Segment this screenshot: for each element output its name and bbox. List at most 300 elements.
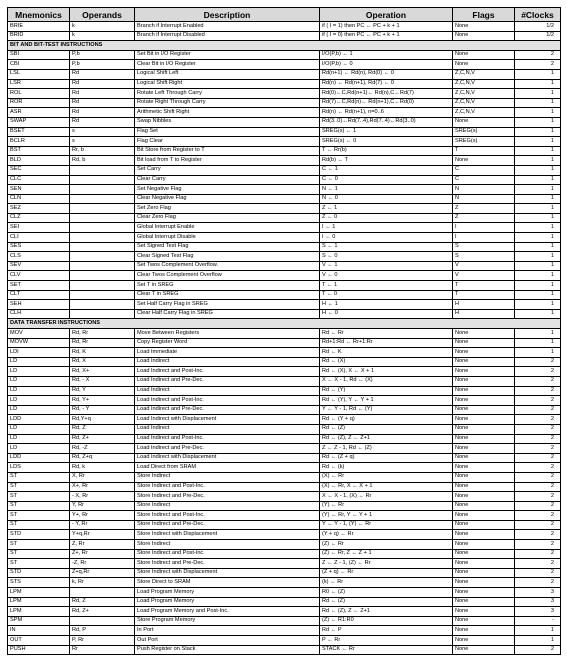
- operation-cell: I/O(P,b) ← 0: [320, 60, 453, 70]
- operands-cell: X, Rr: [70, 472, 135, 482]
- table-row: [8, 137, 561, 147]
- flags-cell: SREG(s): [453, 137, 515, 147]
- description-cell: Set Carry: [135, 165, 320, 175]
- operands-cell: s: [70, 137, 135, 147]
- description-cell: Load Indirect and Post-Inc.: [135, 396, 320, 406]
- table-row: [8, 69, 561, 79]
- operands-cell: [70, 261, 135, 271]
- flags-cell: N: [453, 185, 515, 195]
- mnemonic-cell: PUSH: [8, 645, 70, 655]
- mnemonic-cell: LD: [8, 386, 70, 396]
- clocks-cell: 2: [515, 549, 561, 559]
- operands-cell: Rd, - X: [70, 376, 135, 386]
- operation-cell: STACK ← Rr: [320, 645, 453, 655]
- clocks-cell: 1: [515, 242, 561, 252]
- operation-cell: S ← 1: [320, 242, 453, 252]
- clocks-cell: 1: [515, 271, 561, 281]
- mnemonic-cell: CLS: [8, 252, 70, 262]
- header-flags: Flags: [453, 8, 515, 22]
- description-cell: Store Indirect with Displacement: [135, 530, 320, 540]
- table-row: [8, 60, 561, 70]
- flags-cell: Z,C,N,V: [453, 98, 515, 108]
- flags-cell: None: [453, 549, 515, 559]
- clocks-cell: 1: [515, 156, 561, 166]
- operands-cell: [70, 309, 135, 319]
- operands-cell: - X, Rr: [70, 492, 135, 502]
- operands-cell: Rd, -Z: [70, 444, 135, 454]
- operation-cell: if ( I = 1) then PC ← PC + k + 1: [320, 22, 453, 32]
- section-header-row: [8, 319, 561, 329]
- mnemonic-cell: SES: [8, 242, 70, 252]
- flags-cell: None: [453, 50, 515, 60]
- flags-cell: None: [453, 60, 515, 70]
- table-row: [8, 578, 561, 588]
- operands-cell: [70, 271, 135, 281]
- clocks-cell: 1: [515, 89, 561, 99]
- operands-cell: -Z, Rr: [70, 559, 135, 569]
- mnemonic-cell: BRIE: [8, 22, 70, 32]
- table-row: [8, 281, 561, 291]
- operation-cell: N ← 0: [320, 194, 453, 204]
- table-row: [8, 511, 561, 521]
- clocks-cell: 1: [515, 204, 561, 214]
- mnemonic-cell: LD: [8, 376, 70, 386]
- operands-cell: X+, Rr: [70, 482, 135, 492]
- operation-cell: Rd ← Rr: [320, 329, 453, 339]
- clocks-cell: 2: [515, 424, 561, 434]
- clocks-cell: 1: [515, 127, 561, 137]
- operands-cell: [70, 165, 135, 175]
- table-row: [8, 309, 561, 319]
- clocks-cell: 2: [515, 453, 561, 463]
- clocks-cell: 1: [515, 79, 561, 89]
- operation-cell: (k) ← Rr: [320, 578, 453, 588]
- mnemonic-cell: LD: [8, 396, 70, 406]
- clocks-cell: 2: [515, 60, 561, 70]
- table-row: [8, 607, 561, 617]
- flags-cell: H: [453, 309, 515, 319]
- description-cell: Branch if Interrupt Enabled: [135, 22, 320, 32]
- description-cell: Logical Shift Left: [135, 69, 320, 79]
- table-row: [8, 645, 561, 655]
- operands-cell: k, Rr: [70, 578, 135, 588]
- mnemonic-cell: LD: [8, 367, 70, 377]
- description-cell: Set Zero Flag: [135, 204, 320, 214]
- flags-cell: None: [453, 156, 515, 166]
- clocks-cell: 1: [515, 137, 561, 147]
- operation-cell: Rd ← (Y): [320, 386, 453, 396]
- table-row: [8, 424, 561, 434]
- mnemonic-cell: SEN: [8, 185, 70, 195]
- mnemonic-cell: LD: [8, 444, 70, 454]
- operands-cell: [70, 588, 135, 598]
- section-title: BIT AND BIT-TEST INSTRUCTIONS: [8, 41, 561, 51]
- flags-cell: None: [453, 482, 515, 492]
- operation-cell: Rd+1:Rd ← Rr+1:Rr: [320, 338, 453, 348]
- description-cell: Flag Clear: [135, 137, 320, 147]
- flags-cell: H: [453, 300, 515, 310]
- operands-cell: Rd, Z+: [70, 434, 135, 444]
- operands-cell: Rd, P: [70, 626, 135, 636]
- header-operands: Operands: [70, 8, 135, 22]
- mnemonic-cell: CLZ: [8, 213, 70, 223]
- mnemonic-cell: LD: [8, 405, 70, 415]
- operands-cell: Rd, Z: [70, 424, 135, 434]
- clocks-cell: 1: [515, 281, 561, 291]
- clocks-cell: 2: [515, 444, 561, 454]
- clocks-cell: 1: [515, 98, 561, 108]
- table-row: [8, 348, 561, 358]
- mnemonic-cell: SBI: [8, 50, 70, 60]
- clocks-cell: 2: [515, 482, 561, 492]
- description-cell: Clear Bit in I/O Register: [135, 60, 320, 70]
- operands-cell: [70, 213, 135, 223]
- clocks-cell: 1/2: [515, 31, 561, 41]
- operands-cell: Rd: [70, 89, 135, 99]
- header-description: Description: [135, 8, 320, 22]
- table-row: [8, 626, 561, 636]
- clocks-cell: 2: [515, 568, 561, 578]
- description-cell: Rotate Right Through Carry: [135, 98, 320, 108]
- table-row: [8, 588, 561, 598]
- flags-cell: None: [453, 386, 515, 396]
- table-header: [8, 8, 561, 22]
- operation-cell: if ( I = 0) then PC ← PC + k + 1: [320, 31, 453, 41]
- operation-cell: C ← 1: [320, 165, 453, 175]
- table-row: [8, 338, 561, 348]
- clocks-cell: 2: [515, 415, 561, 425]
- table-row: [8, 520, 561, 530]
- flags-cell: None: [453, 348, 515, 358]
- clocks-cell: 1: [515, 185, 561, 195]
- table-row: [8, 501, 561, 511]
- clocks-cell: 1: [515, 348, 561, 358]
- mnemonic-cell: ASR: [8, 108, 70, 118]
- operation-cell: P ← Rr: [320, 636, 453, 646]
- operation-cell: Rd(3..0)←Rd(7..4),Rd(7..4)←Rd(3..0): [320, 117, 453, 127]
- flags-cell: None: [453, 463, 515, 473]
- mnemonic-cell: LD: [8, 424, 70, 434]
- operation-cell: R0 ← (Z): [320, 588, 453, 598]
- description-cell: Set Negative Flag: [135, 185, 320, 195]
- clocks-cell: 1: [515, 261, 561, 271]
- table-row: [8, 415, 561, 425]
- operands-cell: Rd, k: [70, 463, 135, 473]
- operation-cell: S ← 0: [320, 252, 453, 262]
- operation-cell: SREG(s) ← 1: [320, 127, 453, 137]
- flags-cell: None: [453, 415, 515, 425]
- flags-cell: V: [453, 261, 515, 271]
- flags-cell: None: [453, 31, 515, 41]
- operation-cell: I ← 0: [320, 233, 453, 243]
- operation-cell: Rd ← (Z): [320, 424, 453, 434]
- mnemonic-cell: CLH: [8, 309, 70, 319]
- operation-cell: (Z) ← Rr: [320, 540, 453, 550]
- description-cell: Clear Carry: [135, 175, 320, 185]
- description-cell: Clear T in SREG: [135, 290, 320, 300]
- mnemonic-cell: CLI: [8, 233, 70, 243]
- flags-cell: None: [453, 578, 515, 588]
- description-cell: Load Indirect: [135, 357, 320, 367]
- operation-cell: Rd(n+1) ← Rd(n), Rd(0) ← 0: [320, 69, 453, 79]
- mnemonic-cell: ST: [8, 482, 70, 492]
- mnemonic-cell: SPM: [8, 616, 70, 626]
- description-cell: Store Indirect: [135, 540, 320, 550]
- table-row: [8, 492, 561, 502]
- mnemonic-cell: ROL: [8, 89, 70, 99]
- mnemonic-cell: CLT: [8, 290, 70, 300]
- clocks-cell: 2: [515, 501, 561, 511]
- operands-cell: - Y, Rr: [70, 520, 135, 530]
- flags-cell: None: [453, 405, 515, 415]
- table-row: [8, 204, 561, 214]
- clocks-cell: 1: [515, 223, 561, 233]
- operands-cell: [70, 290, 135, 300]
- mnemonic-cell: ST: [8, 472, 70, 482]
- operands-cell: Rd, Rr: [70, 338, 135, 348]
- mnemonic-cell: SEC: [8, 165, 70, 175]
- clocks-cell: 2: [515, 559, 561, 569]
- flags-cell: None: [453, 520, 515, 530]
- flags-cell: None: [453, 444, 515, 454]
- mnemonic-cell: ST: [8, 511, 70, 521]
- clocks-cell: 1: [515, 329, 561, 339]
- table-row: [8, 357, 561, 367]
- table-row: [8, 50, 561, 60]
- description-cell: Store Indirect and Post-Inc.: [135, 511, 320, 521]
- mnemonic-cell: MOV: [8, 329, 70, 339]
- operands-cell: P, Rr: [70, 636, 135, 646]
- table-row: [8, 108, 561, 118]
- clocks-cell: 1: [515, 108, 561, 118]
- operands-cell: P,b: [70, 50, 135, 60]
- description-cell: Clear Signed Test Flag: [135, 252, 320, 262]
- operands-cell: Y, Rr: [70, 501, 135, 511]
- operation-cell: Z ← 1: [320, 204, 453, 214]
- clocks-cell: 1: [515, 252, 561, 262]
- operation-cell: T ← Rr(b): [320, 146, 453, 156]
- operation-cell: Rd(n) ← Rd(n+1), Rd(7) ← 0: [320, 79, 453, 89]
- description-cell: Load Program Memory: [135, 588, 320, 598]
- mnemonic-cell: LDS: [8, 463, 70, 473]
- operands-cell: [70, 223, 135, 233]
- operands-cell: [70, 233, 135, 243]
- operands-cell: Rr, b: [70, 146, 135, 156]
- operation-cell: N ← 1: [320, 185, 453, 195]
- mnemonic-cell: CLC: [8, 175, 70, 185]
- flags-cell: T: [453, 281, 515, 291]
- mnemonic-cell: OUT: [8, 636, 70, 646]
- operands-cell: Z, Rr: [70, 540, 135, 550]
- operation-cell: Z ← 0: [320, 213, 453, 223]
- operation-cell: SREG(s) ← 0: [320, 137, 453, 147]
- description-cell: Set Twos Complement Overflow.: [135, 261, 320, 271]
- flags-cell: None: [453, 453, 515, 463]
- operation-cell: I ← 1: [320, 223, 453, 233]
- flags-cell: None: [453, 540, 515, 550]
- table-row: [8, 165, 561, 175]
- operation-cell: X ← X - 1, (X) ← Rr: [320, 492, 453, 502]
- header-clocks: #Clocks: [515, 8, 561, 22]
- mnemonic-cell: LD: [8, 357, 70, 367]
- flags-cell: Z: [453, 213, 515, 223]
- clocks-cell: 1/2: [515, 22, 561, 32]
- description-cell: Load Indirect: [135, 386, 320, 396]
- mnemonic-cell: LSL: [8, 69, 70, 79]
- table-row: [8, 194, 561, 204]
- description-cell: Load Direct from SRAM: [135, 463, 320, 473]
- flags-cell: None: [453, 396, 515, 406]
- flags-cell: None: [453, 511, 515, 521]
- table-row: [8, 463, 561, 473]
- mnemonic-cell: ST: [8, 559, 70, 569]
- table-row: [8, 386, 561, 396]
- flags-cell: V: [453, 271, 515, 281]
- clocks-cell: 2: [515, 530, 561, 540]
- description-cell: Load Indirect with Displacement: [135, 453, 320, 463]
- operation-cell: Rd(b) ← T: [320, 156, 453, 166]
- operands-cell: [70, 616, 135, 626]
- clocks-cell: 2: [515, 405, 561, 415]
- description-cell: Store Indirect: [135, 501, 320, 511]
- operands-cell: P,b: [70, 60, 135, 70]
- table-row: [8, 405, 561, 415]
- description-cell: Store Indirect and Pre-Dec.: [135, 559, 320, 569]
- operands-cell: Rd: [70, 108, 135, 118]
- table-row: [8, 146, 561, 156]
- flags-cell: None: [453, 645, 515, 655]
- table-row: [8, 597, 561, 607]
- flags-cell: None: [453, 329, 515, 339]
- mnemonic-cell: SWAP: [8, 117, 70, 127]
- clocks-cell: 1: [515, 233, 561, 243]
- mnemonic-cell: SEZ: [8, 204, 70, 214]
- flags-cell: None: [453, 338, 515, 348]
- flags-cell: None: [453, 597, 515, 607]
- clocks-cell: 3: [515, 607, 561, 617]
- flags-cell: None: [453, 568, 515, 578]
- description-cell: Set Signed Test Flag: [135, 242, 320, 252]
- table-row: [8, 367, 561, 377]
- operands-cell: Rd: [70, 117, 135, 127]
- description-cell: Set Half Carry Flag in SREG: [135, 300, 320, 310]
- clocks-cell: 3: [515, 597, 561, 607]
- description-cell: Load Indirect with Displacement: [135, 415, 320, 425]
- description-cell: Store Indirect and Pre-Dec.: [135, 520, 320, 530]
- operation-cell: Rd ← P: [320, 626, 453, 636]
- description-cell: Out Port: [135, 636, 320, 646]
- description-cell: Load Indirect and Pre-Dec.: [135, 376, 320, 386]
- table-row: [8, 127, 561, 137]
- clocks-cell: 1: [515, 175, 561, 185]
- description-cell: Push Register on Stack: [135, 645, 320, 655]
- flags-cell: I: [453, 223, 515, 233]
- mnemonic-cell: BST: [8, 146, 70, 156]
- table-row: [8, 213, 561, 223]
- description-cell: Clear Half Carry Flag in SREG: [135, 309, 320, 319]
- table-row: [8, 89, 561, 99]
- table-row: [8, 185, 561, 195]
- flags-cell: I: [453, 233, 515, 243]
- clocks-cell: 1: [515, 117, 561, 127]
- operands-cell: [70, 242, 135, 252]
- table-row: [8, 453, 561, 463]
- mnemonic-cell: ST: [8, 549, 70, 559]
- operation-cell: (Y) ← Rr: [320, 501, 453, 511]
- clocks-cell: 1: [515, 300, 561, 310]
- flags-cell: None: [453, 472, 515, 482]
- operands-cell: k: [70, 31, 135, 41]
- flags-cell: None: [453, 117, 515, 127]
- mnemonic-cell: CBI: [8, 60, 70, 70]
- operation-cell: Rd ← K: [320, 348, 453, 358]
- operation-cell: V ← 0: [320, 271, 453, 281]
- operands-cell: [70, 204, 135, 214]
- description-cell: Arithmetic Shift Right: [135, 108, 320, 118]
- section-title: DATA TRANSFER INSTRUCTIONS: [8, 319, 561, 329]
- mnemonic-cell: LDD: [8, 415, 70, 425]
- description-cell: Store Indirect and Post-Inc.: [135, 482, 320, 492]
- operation-cell: (X) ← Rr, X ← X + 1: [320, 482, 453, 492]
- operation-cell: Rd ← (Z): [320, 597, 453, 607]
- description-cell: Store Indirect: [135, 472, 320, 482]
- table-row: [8, 79, 561, 89]
- operation-cell: T ← 0: [320, 290, 453, 300]
- table-row: [8, 530, 561, 540]
- flags-cell: Z,C,N,V: [453, 108, 515, 118]
- clocks-cell: 2: [515, 520, 561, 530]
- operands-cell: Rd, X+: [70, 367, 135, 377]
- clocks-cell: 1: [515, 165, 561, 175]
- clocks-cell: 2: [515, 540, 561, 550]
- mnemonic-cell: STD: [8, 568, 70, 578]
- description-cell: Load Indirect and Post-Inc.: [135, 367, 320, 377]
- operands-cell: Rr: [70, 645, 135, 655]
- table-row: [8, 98, 561, 108]
- clocks-cell: 2: [515, 367, 561, 377]
- clocks-cell: 1: [515, 69, 561, 79]
- description-cell: Store Indirect with Displacement: [135, 568, 320, 578]
- flags-cell: Z,C,N,V: [453, 69, 515, 79]
- flags-cell: None: [453, 626, 515, 636]
- flags-cell: Z,C,N,V: [453, 79, 515, 89]
- flags-cell: None: [453, 616, 515, 626]
- flags-cell: S: [453, 242, 515, 252]
- mnemonic-cell: LPM: [8, 607, 70, 617]
- operands-cell: Rd, Z+q: [70, 453, 135, 463]
- operands-cell: [70, 194, 135, 204]
- table-row: [8, 242, 561, 252]
- operation-cell: Rd ← (Y), Y ← Y + 1: [320, 396, 453, 406]
- table-row: [8, 616, 561, 626]
- operation-cell: Rd ← (Z), Z ← Z+1: [320, 607, 453, 617]
- mnemonic-cell: LDI: [8, 348, 70, 358]
- table-row: [8, 472, 561, 482]
- table-row: [8, 300, 561, 310]
- mnemonic-cell: LSR: [8, 79, 70, 89]
- instruction-table: [7, 7, 561, 655]
- flags-cell: None: [453, 424, 515, 434]
- clocks-cell: 2: [515, 463, 561, 473]
- table-row: [8, 117, 561, 127]
- operation-cell: V ← 1: [320, 261, 453, 271]
- description-cell: Store Direct to SRAM: [135, 578, 320, 588]
- flags-cell: None: [453, 492, 515, 502]
- mnemonic-cell: ROR: [8, 98, 70, 108]
- table-row: [8, 271, 561, 281]
- mnemonic-cell: ST: [8, 540, 70, 550]
- operation-cell: Rd(7)←C,Rd(n)← Rd(n+1),C←Rd(0): [320, 98, 453, 108]
